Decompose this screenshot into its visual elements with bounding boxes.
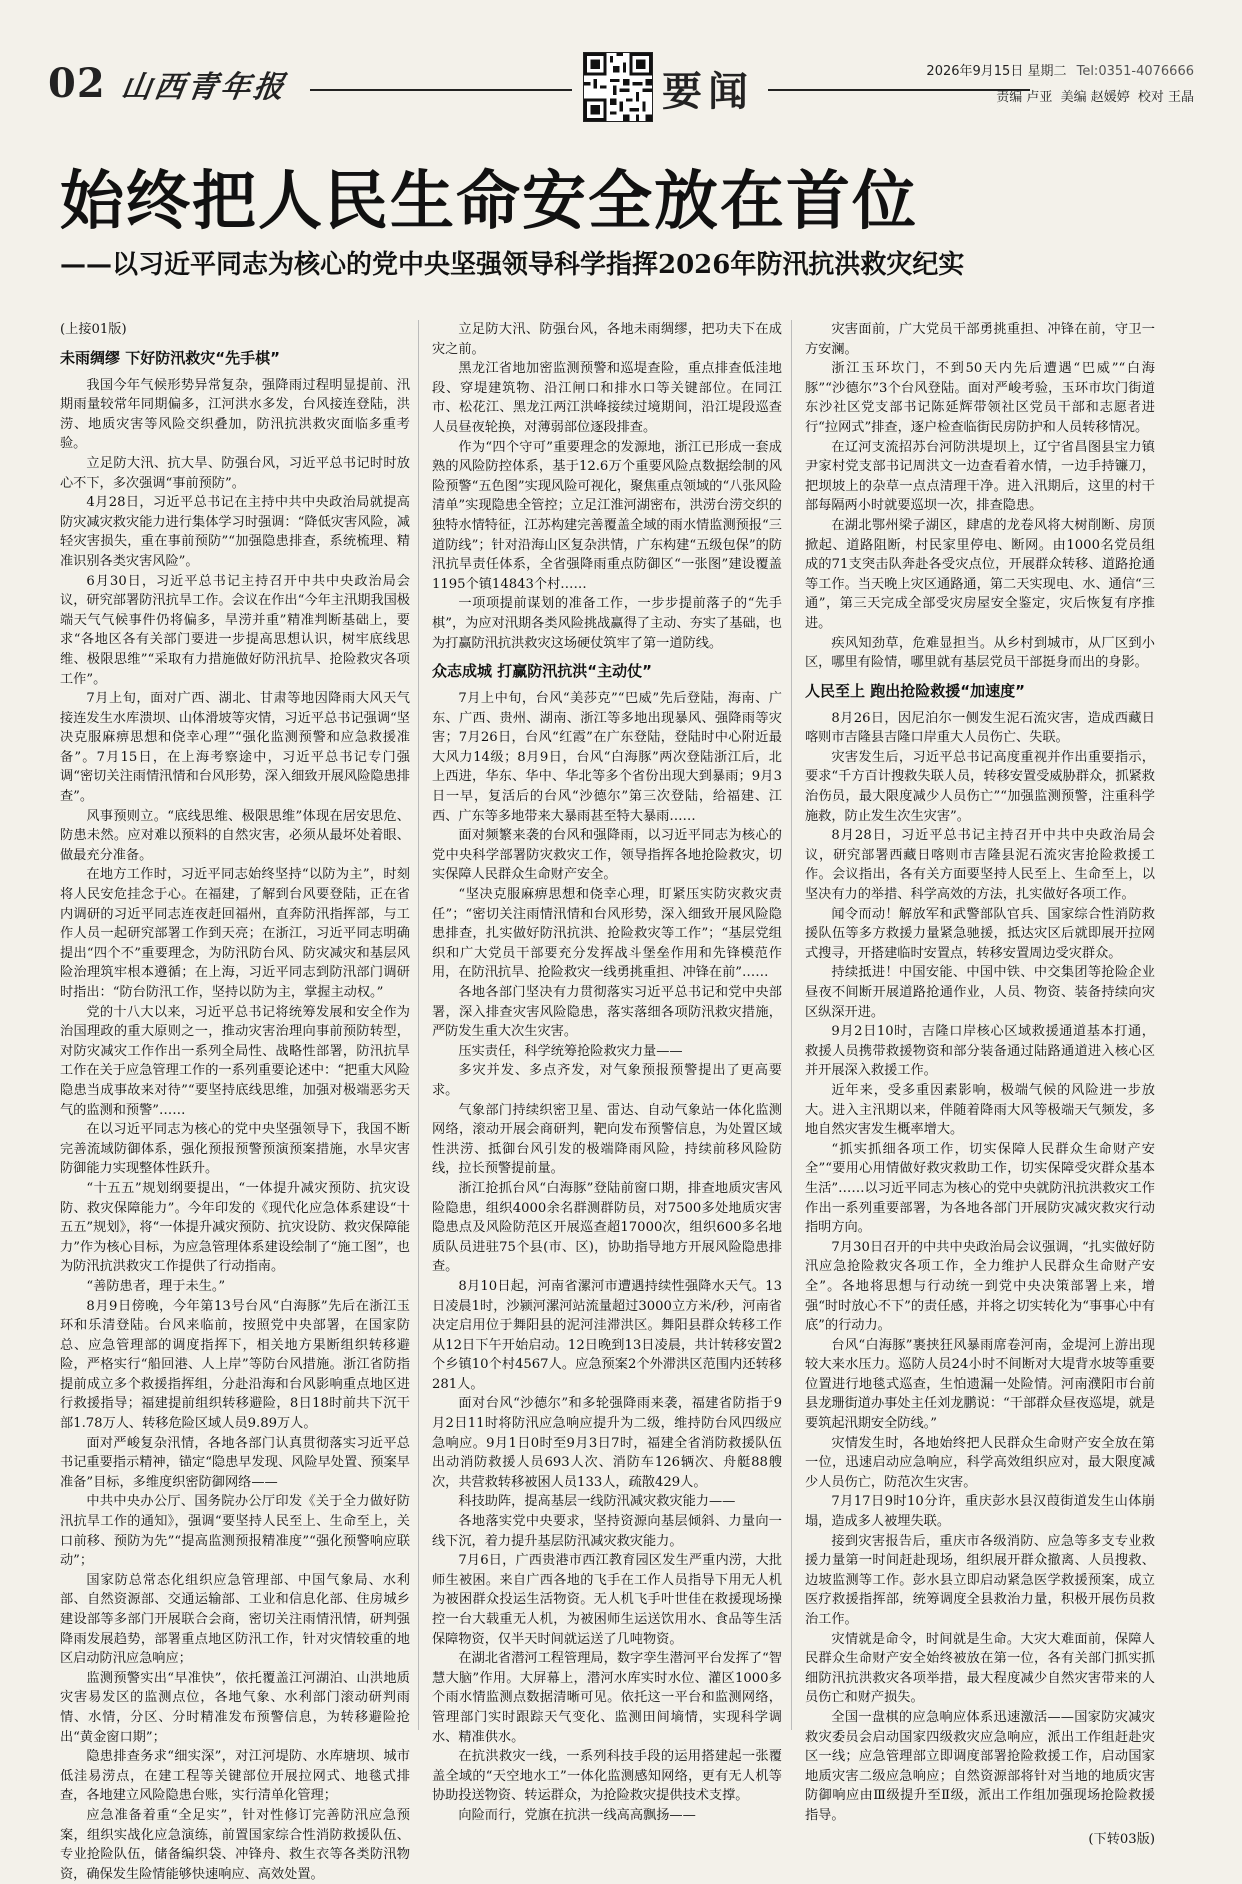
paragraph: 接到灾害报告后，重庆市各级消防、应急等多支专业救援力量第一时间赶赴现场，组织展开群众撤离、人员搜救、边坡监测等工作。彭水县立即启动紧急医学救援预案，成立医疗救援指挥部，统筹调度全县救治力量，积极开展伤员救治工作。 bbox=[805, 1533, 1155, 1627]
column-divider bbox=[418, 320, 419, 1730]
paragraph: 在抗洪救灾一线，一系列科技手段的运用搭建起一张覆盖全域的“天空地水工”一体化监测感知网络，更有无人机等协助投送物资、转运群众，为抢险救灾提供技术支撑。 bbox=[432, 1749, 782, 1804]
section-title: 要闻 bbox=[662, 68, 754, 115]
paragraph: 持续抵进！中国安能、中国中铁、中交集团等抢险企业昼夜不间断开展道路抢通作业，人员、物资、装备持续向灾区纵深开进。 bbox=[805, 965, 1155, 1020]
editor-credit: 责编 卢亚 bbox=[996, 90, 1053, 105]
section-heading-3: 人民至上 跑出抢险救援“加速度” bbox=[805, 681, 1025, 700]
paragraph: 一项项提前谋划的准备工作，一步步提前落子的“先手棋”，为应对汛期各类风险挑战赢得了主动、夯实了基础，也为打赢防汛抗洪救灾这场硬仗筑牢了第一道防线。 bbox=[432, 596, 782, 651]
paragraph: 我国今年气候形势异常复杂，强降雨过程明显提前、汛期雨量较常年同期偏多，江河洪水多发，台风接连登陆，洪涝、地质灾害等风险交织叠加，防汛抗洪救灾面临多重考验。 bbox=[60, 377, 410, 452]
phone-number: Tel:0351-4076666 bbox=[1076, 64, 1194, 79]
paragraph: 气象部门持续织密卫星、雷达、自动气象站一体化监测网络，滚动开展会商研判，靶向发布预警信息，为处置区域性洪涝、抵御台风引发的极端降雨风险，持续前移风险防线，拉长预警提前量。 bbox=[432, 1102, 782, 1177]
qr-code-icon[interactable] bbox=[583, 52, 653, 122]
paragraph: 台风“白海豚”裹挟狂风暴雨席卷河南，金堤河上游出现较大来水压力。巡防人员24小时不间断对大堤背水坡等重要位置进行地毯式巡查，生怕遗漏一处险情。河南濮阳市台前县龙珊街道办事处主任刘龙鹏说：“干部群众昼夜巡堤，就是要筑起汛期安全防线。” bbox=[805, 1337, 1155, 1432]
dateline bbox=[926, 60, 1194, 79]
paragraph: 9月2日10时，吉隆口岸核心区域救援通道基本打通，救援人员携带救援物资和部分装备通过陆路通道进入核心区并开展深入救援工作。 bbox=[805, 1024, 1155, 1079]
paragraph: 近年来，受多重因素影响，极端气候的风险进一步放大。进入主汛期以来，伴随着降雨大风等极端天气频发，多地自然灾害发生概率增大。 bbox=[805, 1082, 1155, 1138]
paragraph: 8月10日起，河南省漯河市遭遇持续性强降水天气。13日凌晨1时，沙颍河漯河站流量超过3000立方米/秒，河南省决定启用位于舞阳县的泥河洼滞洪区。舞阳县群众转移工作从12日下午开始启动。12日晚到13日凌晨，共计转移安置2个乡镇10个村4567人。应急预案2个外滞洪区范围内还转移281人。 bbox=[432, 1278, 782, 1392]
paragraph: 浙江玉环坎门，不到50天内先后遭遇“巴威”“白海豚”“沙德尔”3个台风登陆。面对严峻考验，玉环市坎门街道东沙社区党支部书记陈延辉带领社区党员干部和志愿者进行“拉网式”排查，逐户检查临街民房防护和人员转移情况。 bbox=[805, 361, 1155, 435]
paragraph: 全国一盘棋的应急响应体系迅速激活——国家防灾减灾救灾委员会启动国家四级救灾应急响应，派出工作组赶赴灾区一线；应急管理部立即调度部署抢险救援工作，启动国家地质灾害二级应急响应；自然资源部将针对当地的地质灾害防御响应由Ⅲ级提升至Ⅱ级，派出工作组加强现场抢险救援指导。 bbox=[805, 1709, 1155, 1823]
paragraph: “抓实抓细各项工作，切实保障人民群众生命财产安全”“要用心用情做好救灾救助工作，切实保障受灾群众基本生活”……以习近平同志为核心的党中央就防汛抗洪救灾工作作出一系列重要部署，为各地各部门开展防灾减灾救灾行动指明方向。 bbox=[805, 1141, 1155, 1236]
column-divider bbox=[791, 320, 792, 1730]
paragraph: 闻令而动！解放军和武警部队官兵、国家综合性消防救援队伍等多方救援力量紧急驰援，抵达灾区后就即展开拉网式搜寻，开搭建临时安置点，转移安置周边受灾群众。 bbox=[805, 906, 1155, 961]
proofreader-credit: 校对 王晶 bbox=[1137, 90, 1194, 105]
paragraph: 在辽河支流招苏台河防洪堤坝上，辽宁省昌图县宝力镇尹家村党支部书记周洪文一边查看着水情，一边手持镰刀，把坝坡上的杂草一点点清理干净。进入汛期后，这里的村干部每隔两小时就要巡坝一次，排查隐患。 bbox=[805, 439, 1155, 514]
paper-logo: 山西青年报 bbox=[119, 70, 289, 105]
article-subheadline: ——以习近平同志为核心的党中央坚强领导科学指挥2026年防汛抗洪救灾纪实 bbox=[60, 250, 965, 280]
column-3-body-b bbox=[805, 709, 1155, 1826]
paragraph: 灾害发生后，习近平总书记高度重视并作出重要指示，要求“千方百计搜救失联人员，转移安置受威胁群众，抓紧救治伤员，最大限度减少人员伤亡”“加强监测预警，注重科学施救，防止发生次生灾害”。 bbox=[805, 749, 1155, 824]
paragraph: 中共中央办公厅、国务院办公厅印发《关于全力做好防汛抗旱工作的通知》，强调“要坚持人民至上、生命至上，关口前移、预防为先”“提高监测预报精准度”“强化预警响应联动”； bbox=[60, 1494, 410, 1569]
article-column-2 bbox=[432, 320, 782, 1823]
article-column-3 bbox=[805, 320, 1155, 1847]
paragraph: 浙江抢抓台风“白海豚”登陆前窗口期，排查地质灾害风险隐患，组织4000余名群测群防员，对7500多处地质灾害隐患点及风险防范区开展巡查超17000次，组织600多名地质队员进驻75个县(市、区)，协助指导地方开展风险隐患排查。 bbox=[432, 1180, 782, 1275]
paragraph: 各地落实党中央要求，坚持资源向基层倾斜、力量向一线下沉，着力提升基层防汛减灾救灾能力。 bbox=[432, 1514, 782, 1549]
paragraph: 向险而行，党旗在抗洪一线高高飘扬—— bbox=[458, 1807, 696, 1823]
masthead-rule-right bbox=[768, 89, 1030, 91]
article-headline: 始终把人民生命安全放在首位 bbox=[60, 164, 918, 239]
paragraph: 7月17日9时10分许，重庆彭水县汉葭街道发生山体崩塌，造成多人被埋失联。 bbox=[805, 1494, 1155, 1530]
paragraph: 应急准备着重“全足实”，针对性修订完善防汛应急预案，组织实战化应急演练，前置国家综合性消防救援队伍、专业抢险队伍，储备编织袋、冲锋舟、救生衣等各类防汛物资，确保发生险情能够快速响应、高效处置。 bbox=[60, 1807, 410, 1882]
section-heading-2: 众志成城 打赢防汛抗洪“主动仗” bbox=[432, 662, 652, 681]
continued-to-note: (下转03版) bbox=[1088, 1831, 1155, 1847]
paragraph: “坚决克服麻痹思想和侥幸心理，盯紧压实防灾救灾责任”；“密切关注雨情汛情和台风形势，深入细致开展风险隐患排查，扎实做好防汛抗洪、抢险救灾等工作”；“基层党组织和广大党员干部要充分发挥战斗堡垒作用和先锋模范作用，在防汛抗旱、抢险救灾一线勇挑重担、冲锋在前”…… bbox=[432, 887, 782, 981]
paragraph: 科技助阵，提高基层一线防汛减灾救灾能力—— bbox=[458, 1494, 736, 1510]
paragraph: “善防患者，理于未生。” bbox=[86, 1278, 226, 1294]
section-heading-1: 未雨绸缪 下好防汛救灾“先手棋” bbox=[60, 348, 280, 367]
masthead bbox=[48, 52, 1194, 122]
paragraph: “十五五”规划纲要提出，“一体提升减灾预防、抗灾设防、救灾保障能力”。今年印发的《现代化应急体系建设“十五五”规划》，将“一体提升减灾预防、抗灾设防、救灾保障能力”作为核心目标，为应急管理体系建设绘制了“施工图”，也为防汛抗洪救灾工作提供了行动指南。 bbox=[60, 1180, 410, 1275]
paragraph: 监测预警实出“早准快”，依托覆盖江河湖泊、山洪地质灾害易发区的监测点位，各地气象、水利部门滚动研判雨情、水情，分区、分时精准发布预警信息，为转移避险抢出“黄金窗口期”； bbox=[60, 1670, 410, 1745]
paragraph: 面对严峻复杂汛情，各地各部门认真贯彻落实习近平总书记重要指示精神，锚定“隐患早发现、风险早处置、预案早准备”目标，多维度织密防御网络—— bbox=[60, 1435, 410, 1490]
column-1-body bbox=[60, 376, 410, 1884]
paragraph: 7月上旬，面对广西、湖北、甘肃等地因降雨大风天气接连发生水库溃坝、山体滑坡等灾情，习近平总书记强调“坚决克服麻痹思想和侥幸心理”“强化监测预警和应急救援准备”。7月15日，在上海考察途中，习近平总书记专门强调“密切关注雨情汛情和台风形势，深入细致开展风险隐患排查”。 bbox=[60, 691, 410, 805]
paragraph: 灾情就是命令，时间就是生命。大灾大难面前，保障人民群众生命财产安全始终被放在第一位，各有关部门抓实抓细防汛抗洪救灾各项举措，最大程度减少自然灾害带来的人员伤亡和财产损失。 bbox=[805, 1631, 1155, 1706]
paragraph: 在湖北鄂州梁子湖区，肆虐的龙卷风将大树削断、房顶掀起、道路阻断，村民家里停电、断网。由1000名党员组成的71支突击队奔赴各受灾点位，开展群众转移、道路抢通等工作。当天晚上灾区通路通，第二天实现电、水、通信“三通”，第三天完成全部受灾房屋安全鉴定，灾后恢复有序推进。 bbox=[805, 517, 1155, 631]
paragraph: 各地各部门坚决有力贯彻落实习近平总书记和党中央部署，深入排查灾害风险隐患，落实落细各项防汛救灾措施，严防发生重大次生灾害。 bbox=[432, 985, 782, 1040]
issue-date: 2026年9月15日 星期二 bbox=[926, 64, 1067, 79]
paragraph: 疾风知劲草，危难显担当。从乡村到城市，从厂区到小区，哪里有险情，哪里就有基层党员干部挺身而出的身影。 bbox=[805, 635, 1155, 671]
designer-credit: 美编 赵媛婷 bbox=[1060, 90, 1130, 105]
column-3-body-a bbox=[805, 320, 1155, 673]
page-number: 02 bbox=[48, 60, 106, 107]
paragraph: 7月6日，广西贵港市西江教育园区发生严重内涝，大批师生被困。来自广西各地的飞手在工作人员指导下用无人机为被困群众投运生活物资。无人机飞手叶世佳在救援现场操控一台大载重无人机，为被困师生运送饮用水、食品等生活保障物资，仅半天时间就运送了几吨物资。 bbox=[432, 1553, 782, 1647]
editor-credits bbox=[992, 86, 1194, 105]
paragraph: 7月30日召开的中共中央政治局会议强调，“扎实做好防汛应急抢险救灾各项工作，全力维护人民群众生命财产安全”。各地将思想与行动统一到党中央决策部署上来，增强“时时放心不下”的责任感，并将之切实转化为“事事心中有底”的行动力。 bbox=[805, 1239, 1155, 1334]
paragraph: 立足防大汛、防强台风，各地未雨绸缪，把功夫下在成灾之前。 bbox=[432, 322, 782, 357]
paragraph: 风事预则立。“底线思维、极限思维”体现在居安思危、防患未然。应对难以预料的自然灾害，必须从最坏处着眼、做最充分准备。 bbox=[60, 808, 410, 863]
paragraph: 7月上中旬，台风“美莎克”“巴威”先后登陆，海南、广东、广西、贵州、湖南、浙江等多地出现暴风、强降雨等灾害；7月26日，台风“红霞”在广东登陆，登陆时中心附近最大风力14级；8月9日，台风“白海豚”两次登陆浙江后，北上西进，华东、华中、华北等多个省份出现大到暴雨；9月3日一早，复活后的台风“沙德尔”第三次登陆，给福建、江西、广东等多地带来大暴雨甚至特大暴雨…… bbox=[432, 691, 782, 824]
paragraph: 多灾并发、多点齐发，对气象预报预警提出了更高要求。 bbox=[432, 1063, 782, 1098]
paragraph: 作为“四个守可”重要理念的发源地，浙江已形成一套成熟的风险防控体系，基于12.6万个重要风险点数据绘制的风险预警“五色图”实现风险可视化，聚焦重点领域的“八张风险清单”实现隐患全管控；立足江淮河湖密布，洪涝台涝交织的独特水情特征，江苏构建完善覆盖全域的雨水情监测预报“三道防线”；针对沿海山区复杂洪情，广东构建“五级包保”的防汛抗旱责任体系，全省强降雨重点防御区“一张图”建设覆盖1195个镇14843个村…… bbox=[432, 439, 782, 592]
paragraph: 4月28日，习近平总书记在主持中共中央政治局就提高防灾减灾救灾能力进行集体学习时强调：“降低灾害风险，减轻灾害损失，重在事前预防”“加强隐患排查，系统梳理、精准识别各类灾害风险”。 bbox=[60, 495, 410, 569]
paragraph: 立足防大汛、抗大旱、防强台风，习近平总书记时时放心不下，多次强调“事前预防”。 bbox=[60, 455, 410, 491]
paragraph: 8月26日，因尼泊尔一侧发生泥石流灾害，造成西藏日喀则市吉隆县吉隆口岸重大人员伤亡、失联。 bbox=[805, 710, 1155, 746]
paragraph: 面对频繁来袭的台风和强降雨，以习近平同志为核心的党中央科学部署防灾救灾工作，领导指挥各地抢险救灾，切实保障人民群众生命财产安全。 bbox=[432, 828, 782, 883]
paragraph: 党的十八大以来，习近平总书记将统筹发展和安全作为治国理政的重大原则之一，推动灾害治理向事前预防转型，对防灾减灾工作作出一系列全局性、战略性部署，防汛抗旱工作在关于应急管理工作的一系列重要论述中：“把重大风险隐患当成事故来对待”“要坚持底线思维，加强对极端恶劣天气的监测和预警”…… bbox=[60, 1004, 410, 1118]
article-column-1 bbox=[60, 320, 410, 1882]
column-2-body-b bbox=[432, 689, 782, 1825]
paragraph: 8月9日傍晚，今年第13号台风“白海豚”先后在浙江玉环和乐清登陆。台风来临前，按照党中央部署，在国家防总、应急管理部的调度指挥下，相关地方果断组织转移避险，严格实行“船回港、人上岸”等防台风措施。浙江省防指提前成立多个救援指挥组，分赴沿海和台风影响重点地区进行救援指导；福建提前组织转移避险，8日18时前共下沉干部1.78万人、转移危险区域人员9.89万人。 bbox=[60, 1298, 410, 1432]
continued-from-note: (上接01版) bbox=[60, 322, 127, 337]
paragraph: 在以习近平同志为核心的党中央坚强领导下，我国不断完善流域防御体系，强化预报预警预演预案措施，水旱灾害防御能力实现整体性跃升。 bbox=[60, 1122, 410, 1177]
paragraph: 面对台风“沙德尔”和多轮强降雨来袭，福建省防指于9月2日11时将防汛应急响应提升为二级，维持防台风四级应急响应。9月1日0时至9月3日7时，福建全省消防救援队伍出动消防救援人员693人次、消防车126辆次、舟艇88艘次，共营救转移被困人员133人，疏散429人。 bbox=[432, 1396, 782, 1490]
paragraph: 压实责任，科学统筹抢险救灾力量—— bbox=[458, 1043, 683, 1059]
paragraph: 隐患排查务求“细实深”，对江河堤防、水库塘坝、城市低洼易涝点，在建工程等关键部位开展拉网式、地毯式排查，各地建立风险隐患台账，实行清单化管理； bbox=[60, 1749, 410, 1804]
masthead-rule-left bbox=[310, 89, 572, 91]
paragraph: 黑龙江省地加密监测预警和巡堤查险，重点排查低洼地段、穿堤建筑物、沿江闸口和排水口等关键部位。在同江市、松花江、黑龙江两江洪峰接续过境期间，沿江堤段巡查人员昼夜轮换，对薄弱部位逐段排查。 bbox=[432, 361, 782, 435]
paragraph: 灾情发生时，各地始终把人民群众生命财产安全放在第一位，迅速启动应急响应，科学高效组织应对，最大限度减少人员伤亡，防范次生灾害。 bbox=[805, 1435, 1155, 1490]
paragraph: 在地方工作时，习近平同志始终坚持“以防为主”，时刻将人民安危挂念于心。在福建，了解到台风要登陆，正在省内调研的习近平同志连夜赶回福州，直奔防汛指挥部，与工作人员一起研究部署工作到天亮；在浙江，习近平同志明确提出“四个不”重要理念，为防汛防台风、防灾减灾和基层风险治理筑牢根本遵循；在上海，习近平同志到防汛部门调研时指出：“防台防汛工作，坚持以防为主，掌握主动权。” bbox=[60, 867, 410, 1000]
column-2-body-a bbox=[432, 320, 782, 653]
paragraph: 8月28日，习近平总书记主持召开中共中央政治局会议，研究部署西藏日喀则市吉隆县泥石流灾害抢险救援工作。会议指出，各有关方面要坚持人民至上、生命至上，以坚决有力的举措、科学高效的方法，扎实做好各项工作。 bbox=[805, 828, 1155, 903]
paragraph: 灾害面前，广大党员干部勇挑重担、冲锋在前，守卫一方安澜。 bbox=[805, 322, 1155, 357]
paragraph: 国家防总常态化组织应急管理部、中国气象局、水利部、自然资源部、交通运输部、工业和信息化部、住房城乡建设部等多部门开展联合会商，密切关注雨情汛情，研判强降雨发展趋势，部署重点地区防汛工作，针对灾情较重的地区启动防汛应急响应； bbox=[60, 1572, 410, 1667]
paragraph: 在湖北省潜河工程管理局，数字孪生潜河平台发挥了“智慧大脑”作用。大屏幕上，潜河水库实时水位、灌区1000多个雨水情监测点数据清晰可见。依托这一平台和监测网络，管理部门实时跟踪天气变化、监测田间墒情，实现科学调水、精准供水。 bbox=[432, 1651, 782, 1745]
paragraph: 6月30日，习近平总书记主持召开中共中央政治局会议，研究部署防汛抗旱工作。会议在作出“今年主汛期我国极端天气气候事件仍将偏多，旱涝并重”精准判断基础上，要求“各地区各有关部门要进一步提高思想认识，树牢底线思维、极限思维”“采取有力措施做好防汛抗旱、抢险救灾各项工作”。 bbox=[60, 573, 410, 687]
